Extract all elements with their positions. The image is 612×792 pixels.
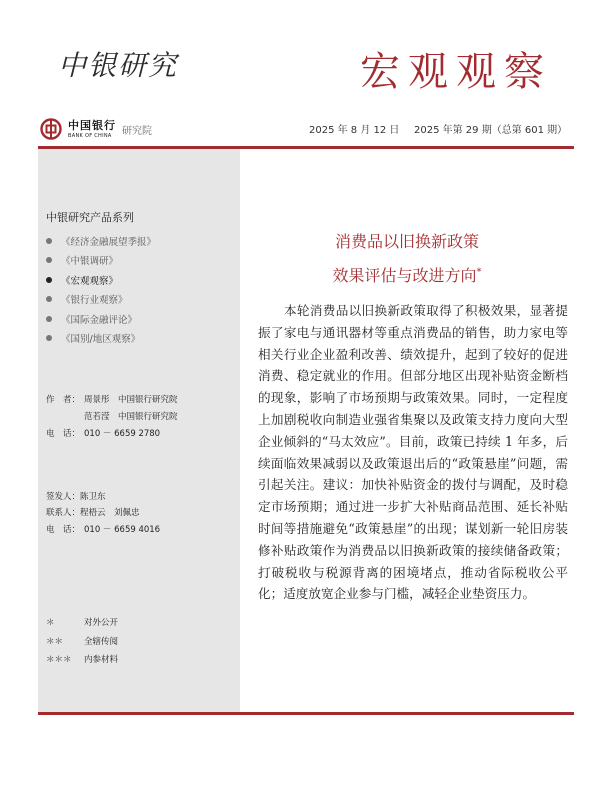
logo-english-name: BANK OF CHINA	[68, 133, 112, 139]
series-heading: 中银研究产品系列	[46, 211, 134, 224]
phone-row: 电 话： 010 － 6659 4016	[46, 525, 161, 535]
footnote-mark: *	[476, 266, 482, 278]
series-list	[46, 231, 156, 348]
bullet-icon	[46, 238, 52, 244]
brand-calligraphy-logo: 中银研究	[58, 49, 179, 82]
article-body: 本轮消费品以旧换新政策取得了积极效果，显著提振了家电与通讯器材等重点消费品的销售，助力家电等相关行业企业盈利改善、绩效提升，起到了较好的促进消费、稳定就业的作用。但部分地区出现补贴资金断档的现象，影响了市场预期与政策效果。同时，一定程度上加剧税收向制造业强省集聚以及政策支持力度向大型企业倾斜的“马太效应”。目前，政策已持续 1 年多，后续面临效果减弱以及政策退出后的“政策悬崖”问题，需引起关注。建议：加快补贴资金的拨付与调配，及时稳定市场预期；通过进一步扩大补贴商品范围、延长补贴时间等措施避免“政策悬崖”的出现；谋划新一轮旧房装修补贴政策作为消费品以旧换新政策的接续储备政策；打破税收与税源背离的困境堵点，推动省际税收公平化；适度放宽企业参与门槛，减轻企业垫资压力。	[258, 303, 568, 602]
author-row: 范若滢 中国银行研究院	[84, 412, 178, 422]
bullet-icon	[46, 316, 52, 322]
bottom-divider	[38, 712, 574, 715]
bullet-icon	[46, 277, 52, 283]
author-row: 作 者： 周景彤 中国银行研究院	[46, 395, 178, 405]
logo-name: 中国银行	[68, 119, 116, 132]
department: 研究院	[122, 126, 152, 137]
issue-date: 2025 年 8 月 12 日	[309, 125, 400, 136]
classification-row: ＊＊ 全辖传阅	[46, 637, 119, 647]
bank-logo	[40, 116, 132, 144]
contact-row: 联系人：程梧云 刘佩忠	[46, 508, 140, 518]
series-item-current: 《宏观观察》	[46, 270, 156, 290]
bank-of-china-emblem-icon	[40, 118, 62, 140]
signer-row: 签发人：陈卫东	[46, 492, 106, 502]
bullet-icon	[46, 335, 52, 341]
article-title-line1: 消费品以旧换新政策	[334, 232, 479, 251]
series-title: 宏观观察	[360, 49, 552, 95]
classification-row: ＊＊＊ 内参材料	[46, 655, 119, 665]
series-item: 《中银调研》	[46, 251, 156, 271]
series-item: 《经济金融展望季报》	[46, 231, 156, 251]
series-item: 《国际金融评论》	[46, 309, 156, 329]
series-item: 《银行业观察》	[46, 290, 156, 310]
series-item: 《国别/地区观察》	[46, 329, 156, 349]
classification-row: ＊ 对外公开	[46, 618, 119, 628]
issue-number: 2025 年第 29 期（总第 601 期）	[414, 125, 568, 136]
bullet-icon	[46, 257, 52, 263]
phone-row: 电 话： 010 － 6659 2780	[46, 429, 161, 439]
article-title-line2: 效果评估与改进方向*	[332, 266, 482, 285]
bullet-icon	[46, 296, 52, 302]
